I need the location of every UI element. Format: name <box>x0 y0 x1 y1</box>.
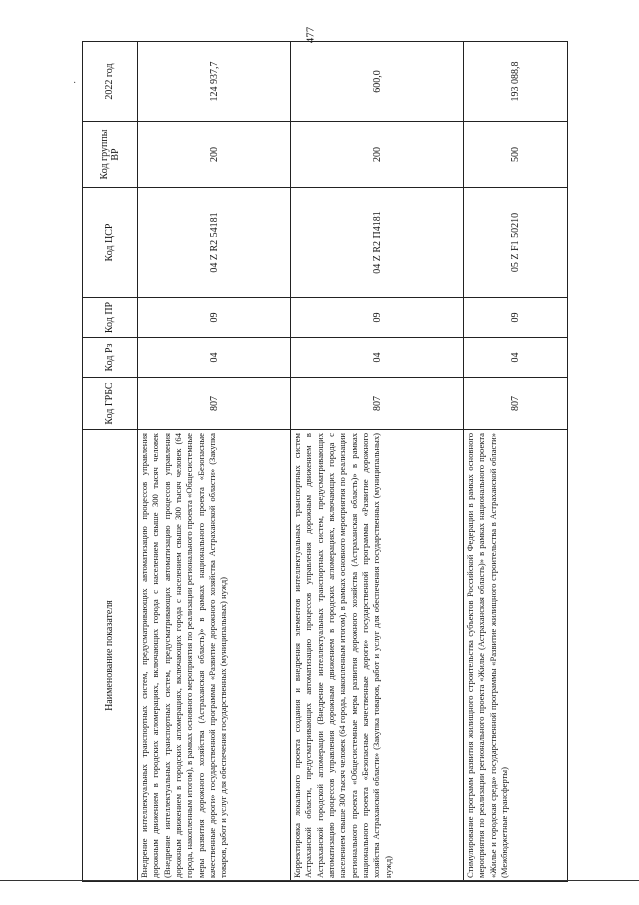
row-rz: 04 <box>138 338 291 378</box>
header-name: Наименование показателя <box>83 430 138 882</box>
row-amount: 124 937,7 <box>138 42 291 122</box>
table-row <box>291 42 464 882</box>
row-pr: 09 <box>138 298 291 338</box>
header-year: 2022 год <box>83 42 138 122</box>
row-description: Внедрение интеллектуальных транспортных систем, предусматривающих автоматизацию процессов управления дорожным движением в городских агломерациях, включающих города с населением свыше 300 тысяч человек (Внедрение интеллектуальных транспортных систем, предусматривающих автоматизацию процессов управления дорожным движением в городских агломерациях, включающих города с населением свыше 300 тысяч человек (64 города, накопленным итогом), в рамках основного мероприятия по реализации регионального проекта «Общесистемные меры развития дорожного хозяйства (Астраханская область)» в рамках национального проекта «Безопасные качественные дороги» государственной программы «Развитие дорожного хозяйства Астраханской области» (Закупка товаров, работ и услуг для обеспечения государственных (муниципальных) нужд) <box>138 430 291 882</box>
header-vr: Код группы ВР <box>83 122 138 188</box>
row-rz: 04 <box>464 338 568 378</box>
header-pr: Код ПР <box>83 298 138 338</box>
row-description: Стимулирование программ развития жилищного строительства субъектов Российской Федерации в рамках основного мероприятия по реализации регионального проекта «Жилье (Астраханская область)» в рамках национального проекта «Жилье и городская среда» государственной программы «Развитие жилищного строительства в Астраханской области» (Межбюджетные трансферты) <box>464 430 568 882</box>
table-header-row <box>83 42 138 882</box>
table-row <box>138 42 291 882</box>
row-grbs: 807 <box>138 378 291 430</box>
row-grbs: 807 <box>291 378 464 430</box>
row-amount: 193 088,8 <box>464 42 568 122</box>
row-grbs: 807 <box>464 378 568 430</box>
header-rz: Код Рз <box>83 338 138 378</box>
row-description: Корректировка локального проекта создания и внедрения элементов интеллектуальных транспортных систем Астраханской области, предусматривающих автоматизацию процессов управления дорожным движением в Астраханской городской агломерации (Внедрение интеллектуальных транспортных систем, предусматривающих автоматизацию процессов управления дорожным движением в городских агломерациях, включающих города с населением свыше 300 тысяч человек (64 города, накопленным итогом), в рамках основного мероприятия по реализации регионального проекта «Общесистемные меры развития дорожного хозяйства (Астраханская область)» в рамках национального проекта «Безопасные качественные дороги» государственной программы «Развитие дорожного хозяйства Астраханской области» (Закупка товаров, работ и услуг для обеспечения государственных (муниципальных) нужд) <box>291 430 464 882</box>
bottom-rule <box>0 880 639 881</box>
page-number-text: 477 <box>304 26 316 44</box>
row-rz: 04 <box>291 338 464 378</box>
row-amount: 600,0 <box>291 42 464 122</box>
corner-mark: · <box>73 78 77 89</box>
row-vr: 200 <box>138 122 291 188</box>
row-vr: 200 <box>291 122 464 188</box>
row-csr: 05 Z F1 50210 <box>464 188 568 298</box>
row-pr: 09 <box>291 298 464 338</box>
row-csr: 04 Z R2 П4181 <box>291 188 464 298</box>
rotated-table-container <box>82 42 567 882</box>
budget-table <box>82 41 568 882</box>
table-row <box>464 42 568 882</box>
row-vr: 500 <box>464 122 568 188</box>
row-pr: 09 <box>464 298 568 338</box>
header-grbs: Код ГРБС <box>83 378 138 430</box>
header-csr: Код ЦСР <box>83 188 138 298</box>
row-csr: 04 Z R2 54181 <box>138 188 291 298</box>
